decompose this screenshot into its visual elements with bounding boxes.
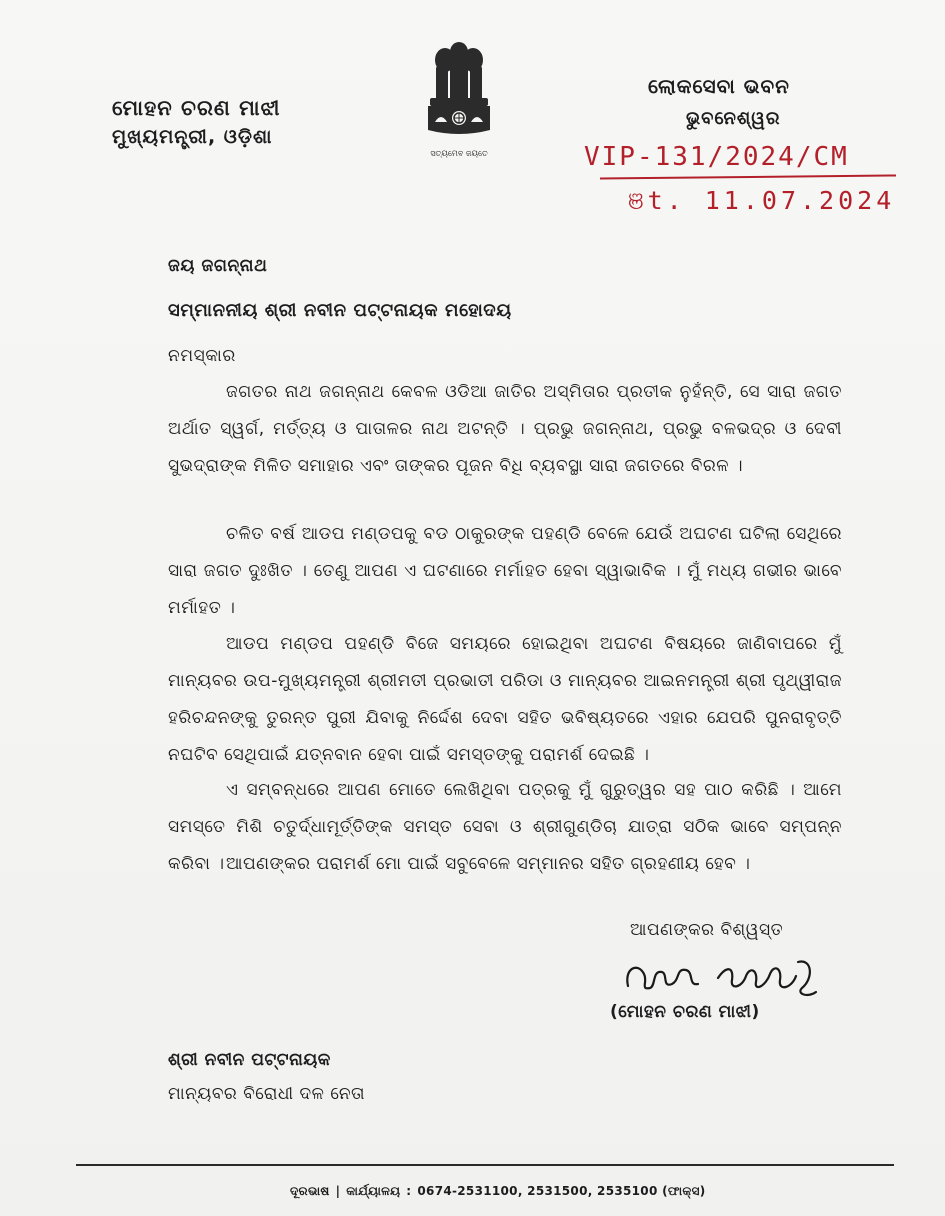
body-paragraph: ଆଡପ ମଣ୍ଡପ ପହଣ୍ଡି ବିଜେ ସମୟରେ ହୋଇଥିବା ଅଘଟଣ ବିଷୟରେ ଜାଣିବାପରେ ମୁଁ ମାନ୍ୟବର ଉପ-ମୁଖ୍ୟମନ୍ତ୍ରୀ ଶ୍ରୀମତୀ ପ୍ରଭାତୀ ପରିଡା ଓ ମାନ୍ୟବର ଆଇନମନ୍ତ୍ରୀ ଶ୍ରୀ ପୃଥ୍ୱୀରାଜ ହରିଚନ୍ଦନଙ୍କୁ ତୁରନ୍ତ ପୁରୀ ଯିବାକୁ ନିର୍ଦ୍ଦେଶ ଦେବା ସହିତ ଭବିଷ୍ୟତରେ ଏହାର ଯେପରି ପୁନରାବୃତ୍ତି ନଘଟିବ ସେଥିପାଇଁ ଯତ୍ନବାନ ହେବା ପାଇଁ ସମସ୍ତଙ୍କୁ ପରାମର୍ଶ ଦେଇଛି ।	[168, 634, 842, 765]
national-emblem-icon	[418, 38, 500, 162]
emblem-motto: ସତ୍ୟମେବ ଜୟତେ	[430, 149, 488, 158]
sender-name: ମୋହନ ଚରଣ ମାଝୀ	[112, 96, 281, 120]
greeting: ଜୟ ଜଗନ୍ନାଥ	[168, 256, 268, 276]
reference-date: ଞt. 11.07.2024	[628, 186, 896, 215]
footer-contact: ଦୂରଭାଷ | କାର୍ଯ୍ୟାଳୟ : 0674-2531100, 2531500, 2535100 (ଫାକ୍ସ)	[290, 1184, 706, 1198]
office-name: ଲୋକସେବା ଭବନ	[648, 74, 790, 98]
body-paragraph: ଏ ସମ୍ବନ୍ଧରେ ଆପଣ ମୋତେ ଲେଖିଥିବା ପତ୍ରକୁ ମୁଁ ଗୁରୁତ୍ୱର ସହ ପାଠ କରିଛି । ଆମେ ସମସ୍ତେ ମିଶି ଚତୁର୍ଦ୍ଧାମୂର୍ତ୍ତିଙ୍କ ସମସ୍ତ ସେବା ଓ ଶ୍ରୀଗୁଣ୍ଡିଚା ଯାତ୍ରା ସଠିକ ଭାବେ ସମ୍ପନ୍ନ କରିବା ।	[168, 780, 842, 874]
body-paragraph: ଚଳିତ ବର୍ଷ ଆଡପ ମଣ୍ଡପକୁ ବଡ ଠାକୁରଙ୍କ ପହଣ୍ଡି ବେଳେ ଯେଉଁ ଅଘଟଣ ଘଟିଲା ସେଥିରେ ସାରା ଜଗତ ଦୁଃଖିତ । ତେଣୁ ଆପଣ ଏ ଘଟଣାରେ ମର୍ମାହତ ହେବା ସ୍ୱାଭାବିକ । ମୁଁ ମଧ୍ୟ ଗଭୀର ଭାବେ ମର୍ମାହତ ।	[168, 524, 842, 618]
handwritten-signature	[622, 948, 822, 1004]
signed-name: (ମୋହନ ଚରଣ ମାଝୀ)	[610, 1002, 760, 1022]
complimentary-close: ଆପଣଙ୍କର ବିଶ୍ୱସ୍ତ	[630, 920, 784, 940]
footer-phone-numbers: 0674-2531100, 2531500, 2535100 (ଫାକ୍ସ)	[417, 1184, 706, 1198]
office-city: ଭୁବନେଶ୍ୱର	[686, 108, 781, 129]
reference-underline	[600, 174, 896, 179]
reference-number: VIP-131/2024/CM	[584, 142, 849, 172]
body-paragraph: ଆପଣଙ୍କର ପରାମର୍ଶ ମୋ ପାଇଁ ସବୁବେଳେ ସମ୍ମାନର ସହିତ ଗ୍ରହଣୀୟ ହେବ ।	[226, 854, 751, 874]
sender-title: ମୁଖ୍ୟମନ୍ତ୍ରୀ, ଓଡ଼ିଶା	[112, 126, 273, 148]
footer-office-label: କାର୍ଯ୍ୟାଳୟ	[346, 1184, 401, 1198]
addressee-title: ମାନ୍ୟବର ବିରୋଧୀ ଦଳ ନେତା	[168, 1084, 366, 1104]
body-paragraph: ଜଗତର ନାଥ ଜଗନ୍ନାଥ କେବଳ ଓଡିଆ ଜାତିର ଅସ୍ମିତାର ପ୍ରତୀକ ନୁହଁନ୍ତି, ସେ ସାରା ଜଗତ ଅର୍ଥାତ ସ୍ୱର୍ଗ, ମର୍ତ୍ତ୍ୟ ଓ ପାତାଳର ନାଥ ଅଟନ୍ତି । ପ୍ରଭୁ ଜଗନ୍ନାଥ, ପ୍ରଭୁ ବଳଭଦ୍ର ଓ ଦେବୀ ସୁଭଦ୍ରାଙ୍କ ମିଳିତ ସମାହାର ଏବଂ ତାଙ୍କର ପୂଜନ ବିଧି ବ୍ୟବସ୍ଥା ସାରା ଜଗତରେ ବିରଳ ।	[168, 382, 842, 476]
salutation: ସମ୍ମାନନୀୟ ଶ୍ରୀ ନବୀନ ପଟ୍ଟନାୟକ ମହୋଦୟ	[168, 300, 512, 321]
addressee-name: ଶ୍ରୀ ନବୀନ ପଟ୍ଟନାୟକ	[168, 1050, 331, 1070]
footer-phone-label: ଦୂରଭାଷ	[290, 1184, 330, 1198]
footer-divider	[76, 1164, 894, 1166]
namaskar: ନମସ୍କାର	[168, 346, 236, 366]
